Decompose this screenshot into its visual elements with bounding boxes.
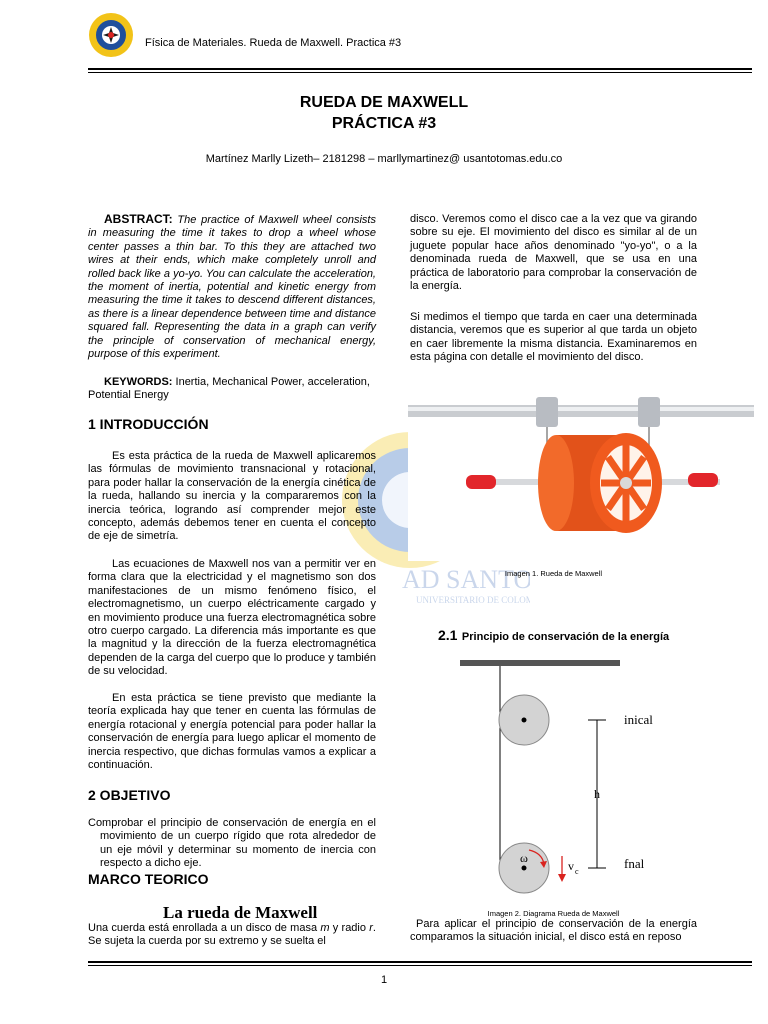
- maxwell-diagram: [430, 650, 720, 905]
- image-2-caption: Imagen 2. Diagrama Rueda de Maxwell: [487, 909, 620, 918]
- objective-heading: 2 OBJETIVO: [88, 787, 171, 803]
- footer-rule: [88, 961, 752, 963]
- image-1-caption: Imagen 1. Rueda de Maxwell: [504, 569, 603, 578]
- objective-text: Comprobar el principio de conservación de energía en el movimiento de un cuerpo rígido que rota alrededor de un eje móvil y determinar su momento de inercia con respecto a dicho eje.: [88, 817, 376, 870]
- label-velocity: v: [568, 859, 574, 873]
- intro-heading: 1 INTRODUCCIÓN: [88, 416, 209, 432]
- watermark-text-1: AD SANTO: [402, 565, 530, 594]
- intro-paragraph-2: Las ecuaciones de Maxwell nos van a permitir ver en forma clara que la electricidad y el magnetismo son dos manifestaciones de un mismo fenómeno físico, el electromagnetismo, un cuerpo eléctricamente cargado y en movimiento produce una fuerza electromagnética sobre otro cuerpo cargado. La diferencia más importante es que la magnitud y la dirección de la fuerza electromagnética dependen de la carga del cuerpo que lo produce y también de su velocidad.: [88, 558, 376, 678]
- keywords-text: Inertia, Mechanical Power, acceleration, Potential Energy: [88, 376, 370, 402]
- subsection-heading: [438, 627, 669, 645]
- right-paragraph-3: Para aplicar el principio de conservación de la energía comparamos la situación inicial, el disco está en reposo: [410, 918, 697, 944]
- paper-title: [0, 92, 768, 134]
- abstract-block: [88, 213, 376, 361]
- title-line-2: PRÁCTICA #3: [331, 115, 437, 132]
- header-rule-thin: [88, 72, 752, 73]
- label-initial: inical: [624, 712, 653, 727]
- running-title: Física de Materiales. Rueda de Maxwell. Practica #3: [145, 37, 402, 49]
- right-paragraph-2: Si medimos el tiempo que tarda en caer una determinada distancia, veremos que es superior al que tarda un objeto en caer libremente la misma distancia. Examinaremos en esta página con detalle el movimiento del disco.: [410, 311, 697, 364]
- label-height: h: [594, 787, 600, 801]
- abstract-text: The practice of Maxwell wheel consists in measuring the time it takes to drop a wheel whose center passes a thin bar. To this they are attached two wires at their ends, which make completely unroll and rolled back like a yo-yo. You can calculate the acceleration, the moment of inertia, potential and kinetic energy from measuring the time it takes to descend different distances, as there is a linear dependence between time and distance squared fall. Representing the data in a graph can verify the principle of conservation of mechanical energy, purpose of this experiment.: [88, 214, 376, 361]
- keywords-block: [88, 376, 376, 403]
- page-number: 1: [380, 974, 388, 986]
- abstract-label: ABSTRACT:: [104, 212, 173, 226]
- authors-line: Martínez Marlly Lizeth– 2181298 – marllymartinez@ usantotomas.edu.co: [205, 153, 563, 165]
- rueda-heading: La rueda de Maxwell: [163, 903, 318, 922]
- university-logo: [88, 12, 134, 58]
- rueda-paragraph: Una cuerda está enrollada a un disco de masa m y radio r. Se sujeta la cuerda por su extremo y se suelta el: [88, 922, 376, 948]
- intro-paragraph-1: Es esta práctica de la rueda de Maxwell aplicaremos las fórmulas de movimiento transnacional y rotacional, para poder hallar la conservación de la energía cinética de la rueda, hallando su inercia y la compararemos con la inercia teórica, logrando así comprender mejor este concepto, además debemos tener en cuenta el concepto de eje de simetría.: [88, 450, 376, 543]
- header-rule: [88, 68, 752, 70]
- label-final: fnal: [624, 856, 645, 871]
- label-velocity-sub: c: [575, 867, 579, 876]
- subsection-title: Principio de conservación de la energía: [461, 631, 670, 643]
- maxwell-wheel-image: [408, 383, 754, 561]
- right-paragraph-1: disco. Veremos como el disco cae a la vez que va girando sobre su eje. El movimiento del disco es similar al de un juguete popular hace años denominado "yo-yo", o a la denominada rueda de Maxwell, que se usa en una práctica de laboratorio para comprobar la conservación de la energía.: [410, 213, 697, 293]
- keywords-label: KEYWORDS:: [104, 376, 173, 388]
- label-omega: ω: [520, 851, 528, 865]
- watermark-text-2: UNIVERSITARIO DE COLOM: [416, 595, 530, 605]
- title-line-1: RUEDA DE MAXWELL: [299, 94, 469, 111]
- intro-paragraph-3: En esta práctica se tiene previsto que mediante la teoría explicada hay que tener en cuenta las fórmulas de energía rotacional y energía potencial para poder hallar la conservación de energía para luego aplicar el momento de inercia respectivo, que dichas formulas vamos a explicar a continuación.: [88, 692, 376, 772]
- marco-heading: MARCO TEORICO: [88, 871, 209, 887]
- subsection-number: 2.1: [438, 627, 458, 643]
- footer-rule-thin: [88, 965, 752, 966]
